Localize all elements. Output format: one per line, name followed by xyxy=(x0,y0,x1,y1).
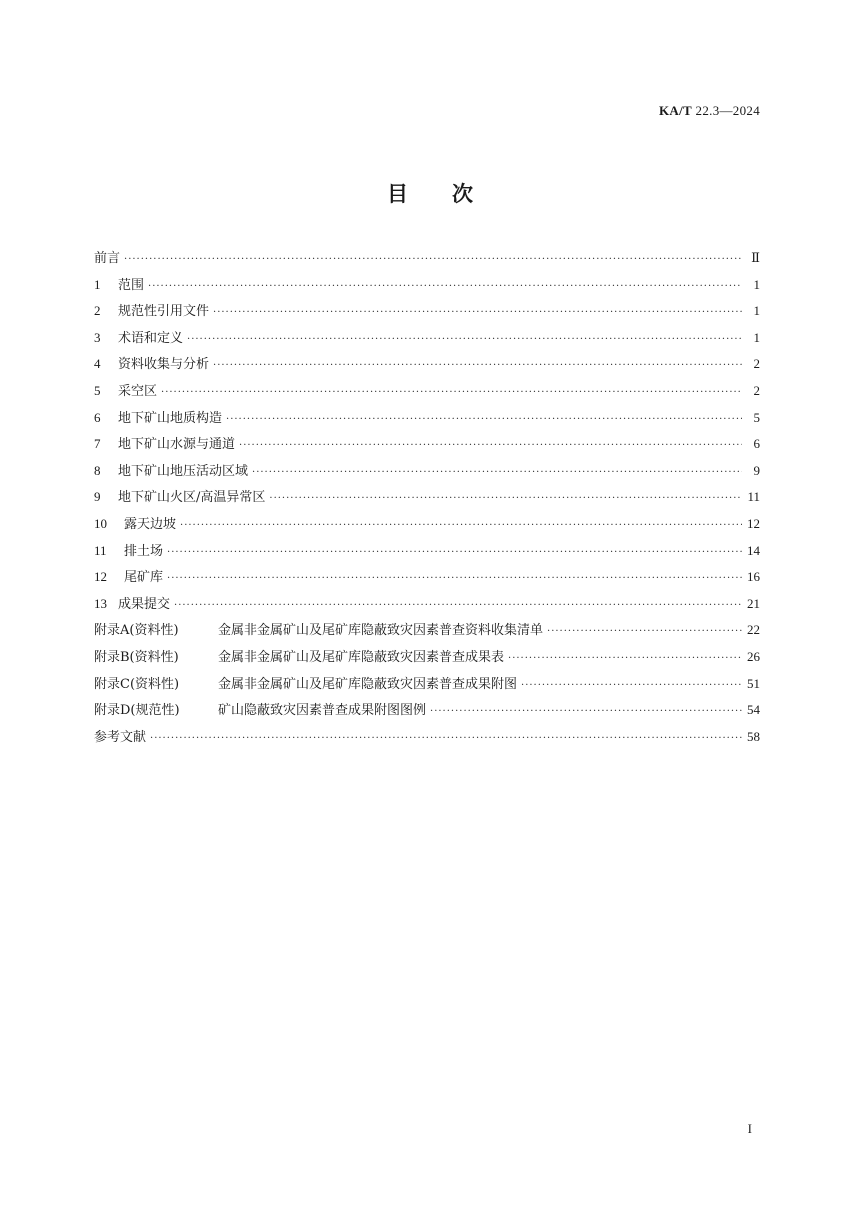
toc-entry-number: 2 xyxy=(94,303,101,319)
toc-entry-number: 附录C(资料性) xyxy=(94,676,180,692)
toc-entry-appendix-d[interactable] xyxy=(94,697,760,724)
toc-entry-label xyxy=(94,405,226,433)
toc-leader-dots xyxy=(174,593,742,620)
toc-entry-page: 21 xyxy=(747,595,760,611)
toc-entry-title: 范围 xyxy=(118,277,145,293)
toc-entry-appendix-c[interactable] xyxy=(94,671,760,698)
toc-entry-4[interactable] xyxy=(94,351,760,378)
toc-entry-page: 9 xyxy=(753,462,760,478)
toc-entry-page: 1 xyxy=(753,303,760,319)
toc-entry-10[interactable] xyxy=(94,511,760,538)
toc-entry-title: 采空区 xyxy=(118,383,158,399)
toc-entry-label xyxy=(94,645,508,672)
toc-entry-title: 地下矿山水源与通道 xyxy=(118,437,236,453)
toc-entry-page: 11 xyxy=(747,489,760,505)
toc-entry-title: 尾矿库 xyxy=(124,570,164,586)
toc-leader-dots xyxy=(180,513,742,540)
toc-entry-title: 金属非金属矿山及尾矿库隐蔽致灾因素普查成果表 xyxy=(218,649,505,665)
toc-entry-page: 6 xyxy=(753,436,760,452)
toc-entry-number: 12 xyxy=(94,569,107,585)
toc-leader-dots xyxy=(213,353,742,380)
toc-entry-label xyxy=(94,484,269,512)
toc-entry-number: 11 xyxy=(94,542,107,558)
toc-entry-label xyxy=(94,378,161,406)
toc-entry-title: 地下矿山地压活动区域 xyxy=(118,463,249,479)
toc-leader-dots xyxy=(148,274,742,301)
toc-entry-page: 12 xyxy=(747,515,760,531)
toc-entry-title: 矿山隐蔽致灾因素普查成果附图图例 xyxy=(218,703,427,719)
toc-entry-title: 成果提交 xyxy=(118,596,171,612)
toc-entry-label xyxy=(94,458,252,486)
toc-entry-title: 资料收集与分析 xyxy=(118,357,210,373)
toc-entry-13[interactable] xyxy=(94,591,760,618)
toc-entry-title: 参考文献 xyxy=(94,729,147,745)
toc-entry-5[interactable] xyxy=(94,378,760,405)
standard-prefix: KA/T xyxy=(659,103,692,118)
toc-entry-number: 1 xyxy=(94,276,101,292)
toc-entry-number: 4 xyxy=(94,356,101,372)
toc-entry-number: 10 xyxy=(94,515,107,531)
toc-entry-title: 规范性引用文件 xyxy=(118,304,210,320)
toc-entry-appendix-a[interactable] xyxy=(94,617,760,644)
toc-entry-number: 6 xyxy=(94,409,101,425)
toc-entry-label xyxy=(94,431,239,459)
toc-entry-page: 58 xyxy=(747,728,760,744)
toc-title: 目次 xyxy=(387,182,517,206)
toc-entry-page: 22 xyxy=(747,622,760,638)
toc-leader-dots xyxy=(124,247,742,274)
toc-leader-dots xyxy=(521,673,742,700)
toc-entry-number: 9 xyxy=(94,489,101,505)
toc-entry-label xyxy=(94,325,187,353)
toc-entry-8[interactable] xyxy=(94,458,760,485)
toc-entry-appendix-b[interactable] xyxy=(94,644,760,671)
toc-entry-page: 2 xyxy=(753,356,760,372)
toc-entry-11[interactable] xyxy=(94,538,760,565)
toc-leader-dots xyxy=(167,540,742,567)
toc-entry-1[interactable] xyxy=(94,272,760,299)
toc-leader-dots xyxy=(269,486,742,513)
toc-leader-dots xyxy=(187,327,742,354)
toc-entry-6[interactable] xyxy=(94,405,760,432)
toc-entry-label xyxy=(94,564,167,592)
toc-entry-title: 术语和定义 xyxy=(118,330,184,346)
toc-entry-page: 2 xyxy=(753,382,760,398)
toc-entry-number: 附录A(资料性) xyxy=(94,623,179,639)
toc-entry-title: 前言 xyxy=(94,251,121,266)
toc-entry-2[interactable] xyxy=(94,298,760,325)
toc-entry-label xyxy=(94,351,213,379)
toc-leader-dots xyxy=(226,407,742,434)
toc-entry-page: 51 xyxy=(747,675,760,691)
toc-entry-page: 16 xyxy=(747,569,760,585)
toc-leader-dots xyxy=(252,460,742,487)
toc-entry-label xyxy=(94,618,547,645)
standard-code: 22.3—2024 xyxy=(695,103,760,118)
toc-entry-label xyxy=(94,698,430,725)
toc-entry-foreword[interactable] xyxy=(94,245,760,272)
toc-leader-dots xyxy=(547,619,742,646)
toc-leader-dots xyxy=(508,646,742,673)
toc-entry-label xyxy=(94,672,521,699)
toc-entry-9[interactable] xyxy=(94,484,760,511)
toc-entry-label xyxy=(94,591,174,619)
toc-entry-12[interactable] xyxy=(94,564,760,591)
toc-entry-number: 附录D(规范性) xyxy=(94,703,180,719)
toc-entry-number: 5 xyxy=(94,382,101,398)
page-number: I xyxy=(747,1121,752,1136)
toc-leader-dots xyxy=(161,380,742,407)
toc-entry-label xyxy=(94,538,167,566)
toc-leader-dots xyxy=(150,726,742,753)
toc-entry-number: 3 xyxy=(94,329,101,345)
toc-entry-title: 排土场 xyxy=(124,543,164,559)
toc-entry-page: 26 xyxy=(747,648,760,664)
table-of-contents xyxy=(94,245,760,750)
toc-entry-title: 金属非金属矿山及尾矿库隐蔽致灾因素普查成果附图 xyxy=(218,676,518,692)
toc-entry-label xyxy=(94,725,150,752)
toc-leader-dots xyxy=(213,300,742,327)
toc-entry-label xyxy=(94,272,148,300)
toc-entry-page: 14 xyxy=(747,542,760,558)
toc-entry-number: 7 xyxy=(94,436,101,452)
toc-entry-label xyxy=(94,511,180,539)
toc-entry-page: 5 xyxy=(753,409,760,425)
toc-entry-title: 地下矿山地质构造 xyxy=(118,410,223,426)
toc-entry-page: 1 xyxy=(753,276,760,292)
toc-entry-page: 1 xyxy=(753,329,760,345)
standard-number xyxy=(659,103,760,119)
toc-leader-dots xyxy=(430,699,742,726)
toc-entry-references[interactable] xyxy=(94,724,760,751)
toc-entry-number: 8 xyxy=(94,462,101,478)
toc-entry-number: 附录B(资料性) xyxy=(94,649,179,665)
toc-entry-page: 54 xyxy=(747,702,760,718)
toc-entry-3[interactable] xyxy=(94,325,760,352)
toc-entry-page: Ⅱ xyxy=(751,250,760,265)
toc-entry-number: 13 xyxy=(94,595,107,611)
toc-entry-7[interactable] xyxy=(94,431,760,458)
toc-entry-title: 金属非金属矿山及尾矿库隐蔽致灾因素普查资料收集清单 xyxy=(218,623,544,639)
toc-entry-label xyxy=(94,246,124,273)
toc-entry-title: 地下矿山火区/高温异常区 xyxy=(118,490,266,506)
toc-entry-label xyxy=(94,298,213,326)
toc-leader-dots xyxy=(167,566,742,593)
toc-leader-dots xyxy=(239,433,742,460)
toc-entry-title: 露天边坡 xyxy=(124,516,177,532)
